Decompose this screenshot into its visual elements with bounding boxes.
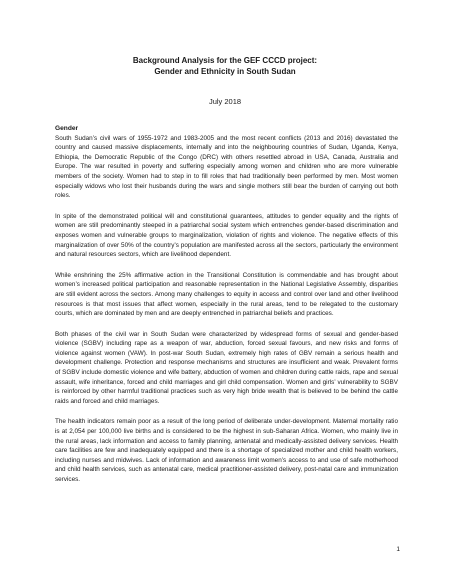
paragraph-civil-wars: South Sudan’s civil wars of 1955-1972 and 1983-2005 and the most recent conflicts (2013 and 2016) devastated the country and caused massive displacements, internally and into the neighbouring countries of Sudan, Uganda, Kenya, Ethiopia, the Democratic Republic of the Congo (DRC) with others resettled abroad in USA, Canada, Australia and Europe. The war resulted in poverty and suffering especially among women and children who are more vulnerable members of the society. Women had to step in to fill roles that had traditionally been performed by men. Most women especially widows who lost their husbands during the wars and single mothers still bear the burden of carrying out both roles. [55,134,398,200]
document-title [60,55,390,77]
paragraph-patriarchal-system: In spite of the demonstrated political will and constitutional guarantees, attitudes to gender equality and the rights of women are still predominantly steeped in a patriarchal social system which entrenches gender-based discrimination and exposes women and vulnerable groups to marginalization, violation of rights and violence. The negative effects of this marginalization of over 50% of the country’s population are manifested across all the sectors, particularly the environment and natural resources sectors, which are livelihood dependent. [55,212,398,259]
paragraph-health-indicators: The health indicators remain poor as a result of the long period of deliberate under-development. Maternal mortality ratio is at 2,054 per 100,000 live births and is considered to be the highest in sub-Saharan Africa. Women, who mainly live in the rural areas, lack information and access to family planning, antenatal and medically-assisted delivery services. Health care facilities are few and inadequately equipped and there is a shortage of specialized mother and child health workers, including nurses and midwives. Lack of information and awareness limit women’s access to and use of safe motherhood and child health services, such as antenatal care, medical practitioner-assisted delivery, post-natal care and immunization services. [55,418,398,483]
title-line-2: Gender and Ethnicity in South Sudan [154,67,296,76]
document-body [55,124,398,496]
section-heading: Gender [55,125,79,132]
paragraph-sgbv: Both phases of the civil war in South Sudan were characterized by widespread forms of sexual and gender-based violence (SGBV) including rape as a weapon of war, abduction, forced sexual favours, and new risks and forms of violence against women (VAW). In post-war South Sudan, extremely high rates of GBV remain a serious health and development challenge. Protection and response mechanisms and structures are insufficient and weak. Prevalent forms of SGBV include domestic violence and wife battery, abduction of women and children during cattle raids, rape and sexual assault, wife inheritance, forced and child marriages and girl child compensation. Women and girls’ vulnerability to SGBV is reinforced by other harmful traditional practices such as very high bride wealth that is believed to be behind the cattle raids and forced and child marriages. [55,330,398,405]
title-line-1: Background Analysis for the GEF CCCD project: [132,56,318,65]
document-date: July 2018 [208,97,242,106]
page-number: 1 [396,546,400,553]
paragraph-affirmative-action: While enshrining the 25% affirmative action in the Transitional Constitution is commendable and has brought about women’s increased political participation and reasonable representation in the National Legislative Assembly, disparities are still evident across the sectors. Among many challenges to equity in access and control over land and other livelihood resources is that most issues that affect women, especially in the rural areas, tend to be relegated to the customary courts, which are dominated by men and are deeply entrenched in patriarchal beliefs and practices. [55,271,398,318]
